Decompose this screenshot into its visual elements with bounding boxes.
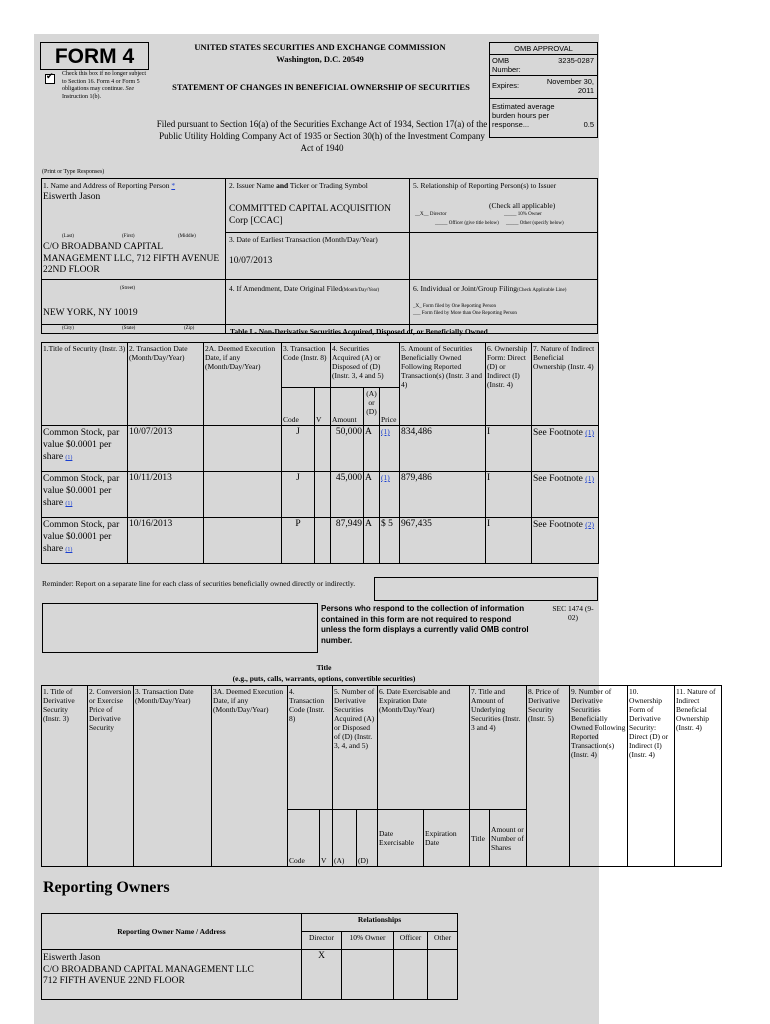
form-page: [34, 34, 716, 1024]
owner-other-cell: [428, 950, 458, 1000]
reporter-address: C/O BROADBAND CAPITAL MANAGEMENT LLC, 712 FIFTH AVENUE 22ND FLOOR: [43, 242, 220, 275]
check-all-label: (Check all applicable): [489, 201, 556, 210]
row1-price-footnote[interactable]: (1): [381, 427, 390, 436]
officer-header: Officer: [394, 932, 428, 950]
reminder-text: Reminder: Report on a separate line for each class of securities beneficially owned directly or indirectly.: [42, 579, 356, 588]
t2-col-number: 5. Number of Derivative Securities Acquired (A) or Disposed of (D) (Instr. 3, 4, and 5): [333, 686, 378, 810]
t2-code-label: Code: [288, 810, 320, 867]
t2-col-form: 10. Ownership Form of Derivative Security: Direct (D) or Indirect (I) (Instr. 4): [628, 686, 675, 867]
reporter-city-line: NEW YORK, NY 10019: [43, 308, 138, 318]
t2-col-nature: 11. Nature of Indirect Beneficial Ownership (Instr. 4): [675, 686, 722, 867]
t1-col-code: 3. Transaction Code (Instr. 8): [282, 343, 331, 388]
reporter-name: Eiswerth Jason: [43, 192, 101, 202]
row3-date: 10/16/2013: [128, 518, 204, 564]
table-row: [42, 472, 599, 518]
row3-amount: 87,949: [331, 518, 364, 564]
row2-deemed: [204, 472, 282, 518]
city-label: (City): [62, 326, 74, 331]
t2-col-underlying: 7. Title and Amount of Underlying Securities (Instr. 3 and 4): [470, 686, 527, 810]
issuer-name: COMMITTED CAPITAL ACQUISITION Corp [CCAC]: [229, 204, 391, 226]
t2-d-label: (D): [357, 810, 378, 867]
row2-price: [380, 472, 400, 518]
t1-amount-label: Amount: [331, 388, 364, 426]
director-option: __X__ Director: [415, 212, 447, 217]
t1-v-label: V: [315, 388, 331, 426]
table1: [41, 342, 599, 564]
owner-officer-cell: [394, 950, 428, 1000]
t1-col-title: 1.Title of Security (Instr. 3): [42, 343, 128, 426]
t1-col-amount: 5. Amount of Securities Beneficially Owned Following Reported Transaction(s) (Instr. 3 and 4): [400, 343, 486, 426]
t2-col-deemed: 3A. Deemed Execution Date, if any (Month/Day/Year): [212, 686, 288, 867]
other-header: Other: [428, 932, 458, 950]
t2-col-exercisable: 6. Date Exercisable and Expiration Date (Month/Day/Year): [378, 686, 470, 810]
agency-city: Washington, D.C. 20549: [276, 54, 364, 64]
form-title: FORM 4: [40, 42, 149, 70]
zip-label: (Zip): [184, 326, 195, 331]
t1-ad-label: (A) or (D): [364, 388, 380, 426]
t1-code-label: Code: [282, 388, 315, 426]
t2-v-label: V: [320, 810, 333, 867]
row3-security: Common Stock, par value $0.0001 per share (1): [42, 518, 128, 564]
row2-date: 10/11/2013: [128, 472, 204, 518]
row2-amount: 45,000: [331, 472, 364, 518]
relationships-header: Relationships: [302, 914, 458, 932]
table-row: [42, 950, 458, 1000]
row3-nature: See Footnote (2): [532, 518, 599, 564]
blank-notice-box: [42, 603, 318, 653]
owner-10pct-cell: [342, 950, 394, 1000]
row3-code: P: [282, 518, 315, 564]
row2-v: [315, 472, 331, 518]
amendment-label: 4. If Amendment, Date Original Filed(Month/Day/Year): [229, 284, 380, 293]
row1-form: I: [486, 426, 532, 472]
officer-other-options: _____ Officer (give title below) _____ Other (specify below): [435, 221, 564, 226]
last-label: (Last): [62, 234, 74, 239]
table2: [41, 685, 722, 867]
row1-ad: A: [364, 426, 380, 472]
row2-ad: A: [364, 472, 380, 518]
row1-owned: 834,486: [400, 426, 486, 472]
filing-label: 6. Individual or Joint/Group Filing(Check Applicable Line): [413, 284, 567, 293]
row3-owned: 967,435: [400, 518, 486, 564]
state-label: (State): [122, 326, 136, 331]
row3-security-footnote[interactable]: (1): [65, 547, 73, 553]
reminder-box: [374, 577, 598, 601]
t2-col-conversion: 2. Conversion or Exercise Price of Derivative Security: [88, 686, 134, 867]
table-row: [42, 518, 599, 564]
t2-col-title: 1. Title of Derivative Security (Instr. 3): [42, 686, 88, 867]
row2-form: I: [486, 472, 532, 518]
earliest-date-label: 3. Date of Earliest Transaction (Month/Day/Year): [229, 235, 378, 244]
t1-col-form: 6. Ownership Form: Direct (D) or Indirect (I) (Instr. 4): [486, 343, 532, 426]
row3-nature-footnote[interactable]: (2): [585, 520, 595, 529]
street-label: (Street): [120, 286, 135, 291]
reporter-label: 1. Name and Address of Reporting Person *: [43, 181, 176, 190]
print-note: (Print or Type Responses): [42, 169, 105, 175]
table2-subtitle: (e.g., puts, calls, warrants, options, convertible securities): [232, 674, 416, 683]
row1-amount: 50,000: [331, 426, 364, 472]
row1-security: Common Stock, par value $0.0001 per share (1): [42, 426, 128, 472]
row1-nature: See Footnote (1): [532, 426, 599, 472]
reporting-owners-table: [41, 913, 458, 1000]
t2-date-ex-label: Date Exercisable: [378, 810, 424, 867]
t2-col-owned: 9. Number of Derivative Securities Beneficially Owned Following Reported Transaction(s) (Instr. 4): [570, 686, 628, 867]
omb-notice: Persons who respond to the collection of information contained in this form are not required to respond unless the form displays a currently valid OMB control number.: [321, 604, 529, 645]
director-header: Director: [302, 932, 342, 950]
row1-date: 10/07/2013: [128, 426, 204, 472]
row1-deemed: [204, 426, 282, 472]
earliest-date-value: 10/07/2013: [229, 256, 273, 266]
middle-label: (Middle): [178, 234, 196, 239]
relationship-label: 5. Relationship of Reporting Person(s) to Issuer: [413, 181, 557, 190]
filing-more: ___ Form filed by More than One Reporting Person: [413, 311, 517, 316]
row1-security-footnote[interactable]: (1): [65, 455, 73, 461]
row2-owned: 879,486: [400, 472, 486, 518]
row3-v: [315, 518, 331, 564]
row2-code: J: [282, 472, 315, 518]
t1-col-deemed: 2A. Deemed Execution Date, if any (Month/Day/Year): [204, 343, 282, 426]
filed-pursuant: Filed pursuant to Section 16(a) of the Securities Exchange Act of 1934, Section 17(a) of the Public Utility Holding Company Act of 1935 or Section 30(h) of the Investment Company Act of 1940: [156, 119, 488, 153]
owner-info: Eiswerth Jason C/O BROADBAND CAPITAL MANAGEMENT LLC 712 FIFTH AVENUE 22ND FLOOR: [42, 950, 302, 1000]
row2-security: Common Stock, par value $0.0001 per share (1): [42, 472, 128, 518]
checkbox-text: Check this box if no longer subject to Section 16. Form 4 or Form 5 obligations may continue. See Instruction 1(b).: [62, 71, 146, 100]
t2-col-price: 8. Price of Derivative Security (Instr. 5): [527, 686, 570, 867]
t2-amt-label: Amount or Number of Shares: [490, 810, 527, 867]
t2-col-date: 3. Transaction Date (Month/Day/Year): [134, 686, 212, 867]
owner10-header: 10% Owner: [342, 932, 394, 950]
table1-title: Table I - Non-Derivative Securities Acquired, Disposed of, or Beneficially Owned: [230, 327, 488, 336]
owner-director-mark: X: [302, 950, 342, 1000]
t1-col-date: 2. Transaction Date (Month/Day/Year): [128, 343, 204, 426]
omb-approval-box: OMB APPROVAL OMB Number: 3235-0287 Expires: November 30, 2011 Estimated average burden hours per response... 0.5: [489, 42, 598, 138]
issuer-label: 2. Issuer Name and Ticker or Trading Symbol: [229, 181, 368, 190]
owner-option: _____ 10% Owner: [504, 212, 542, 217]
agency-name: UNITED STATES SECURITIES AND EXCHANGE COMMISSION: [194, 42, 446, 52]
no-longer-subject-checkbox[interactable]: ✔: [45, 71, 55, 89]
t2-col-code: 4. Transaction Code (Instr. 8): [288, 686, 333, 810]
row3-ad: A: [364, 518, 380, 564]
owner-name-col: Reporting Owner Name / Address: [42, 914, 302, 950]
statement-title: STATEMENT OF CHANGES IN BENEFICIAL OWNERSHIP OF SECURITIES: [172, 82, 470, 92]
t2-exp-label: Expiration Date: [424, 810, 470, 867]
t2-title-label: Title: [470, 810, 490, 867]
table-row: [42, 426, 599, 472]
row3-price: $ 5: [380, 518, 400, 564]
row1-code: J: [282, 426, 315, 472]
first-label: (First): [122, 234, 135, 239]
row2-price-footnote[interactable]: (1): [381, 473, 390, 482]
t1-col-nature: 7. Nature of Indirect Beneficial Ownership (Instr. 4): [532, 343, 599, 426]
table2-title: Title: [316, 663, 332, 672]
t1-col-securities: 4. Securities Acquired (A) or Disposed of (D) (Instr. 3, 4 and 5): [331, 343, 400, 388]
row1-nature-footnote[interactable]: (1): [585, 428, 595, 437]
row3-deemed: [204, 518, 282, 564]
reporter-footnote-link[interactable]: *: [171, 181, 176, 190]
row3-form: I: [486, 518, 532, 564]
filing-one: _X_ Form filed by One Reporting Person: [413, 304, 497, 309]
t2-a-label: (A): [333, 810, 357, 867]
sec-code: SEC 1474 (9-02): [552, 604, 594, 622]
row1-price: [380, 426, 400, 472]
row2-nature: See Footnote (1): [532, 472, 599, 518]
t1-price-label: Price: [380, 388, 400, 426]
row2-nature-footnote[interactable]: (1): [585, 474, 595, 483]
row1-v: [315, 426, 331, 472]
row2-security-footnote[interactable]: (1): [65, 501, 73, 507]
reporting-owners-heading: Reporting Owners: [43, 879, 170, 896]
